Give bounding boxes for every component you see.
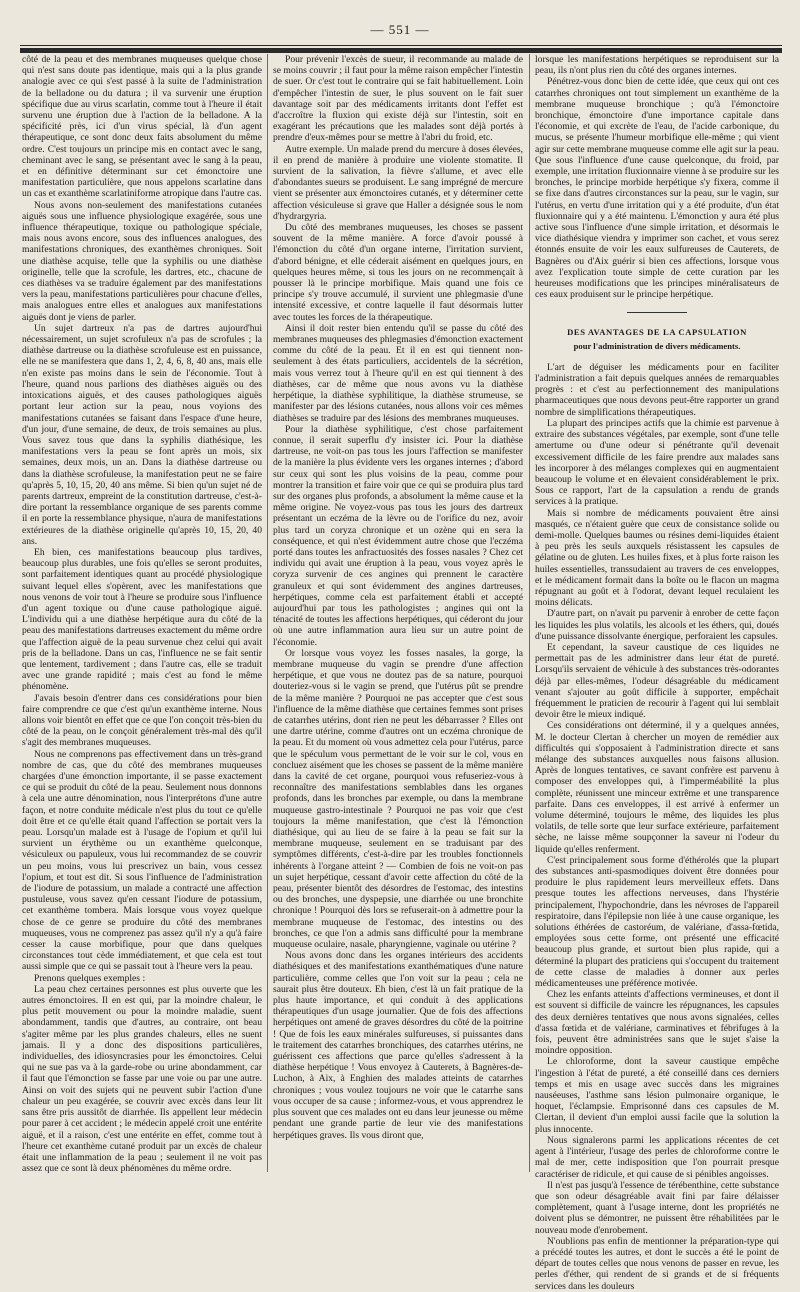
paragraph: Nous ne comprenons pas effectivement dans un très-grand nombre de cas, que du côté des membranes muqueuses chargées d'une émonction importante, il se passe exactement ce qui se produit du côté de la peau. Seulement nous donnons à cela une autre dénomination, nous l'interprétons d'une autre façon, et notre conduite médicale n'est plus du tout ce qu'elle doit être et ce qu'elle était quand l'affection se portait vers la peau. Lorsqu'un malade est à l'usage de l'opium et qu'il lui survient un érythème ou un exanthème quelconque, vésiculeux ou papuleux, vous lui recommandez de se couvrir un peu moins, vous lui prescrivez un bain, vous cessez l'opium, et tout est dit. Si sous l'influence de l'administration de l'iodure de potassium, un malade a contracté une affection pustuleuse, vous savez qu'en cessant l'iodure de potassium, cet exanthème tombera. Mais lorsque vous voyez quelque chose de ce genre se produire du côté des membranes muqueuses, vous ne comprenez pas assez qu'il n'y a qu'à faire cesser la cause morbifique, pour que dans quelques circonstances tout cède immédiatement, et que cela est tout aussi simple que ce qui se passait tout à l'heure vers la peau. — [22, 748, 262, 973]
paragraph: Pour la diathèse syphilitique, c'est chose parfaitement connue, il serait superflu d'y insister ici. Pour la diathèse dartreuse, ne voit-on pas tous les jours l'affection se manifester de la manière la plus évidente vers les organes internes ; d'abord sur ceux qui sont les plus voisins de la peau, comme pour montrer la transition et faire voir que ce qui se produira plus tard sur des organes plus profonds, a absolument la même cause et la même origine. Ne voyez-vous pas tous les jours des dartreux présentant un eczéma de la lèvre ou de l'orifice du nez, avoir plus tard un coryza chronique et un ozène qui en sera la conséquence, et qui n'est évidemment autre chose que l'eczéma porté dans toutes les anfractuosités des fosses nasales ? Chez cet individu qui avait une éruption à la peau, vous voyez après le coryza survenir de ces angines qui prennent le caractère granuleux et qui sont évidemment des angines dartreuses, herpétiques, comme cela est parfaitement établi et accepté aujourd'hui par tous les pathologistes ; angines qui ont la ténacité de toutes les affections herpétiques, qui céderont du jour où une autre inflammation aura lieu sur un autre point de l'économie. — [273, 423, 523, 648]
page-number: — 551 — — [370, 22, 430, 37]
header-rule — [20, 48, 782, 53]
middle-column — [273, 54, 523, 1174]
paragraph: D'autre part, on n'avait pu parvenir à enrober de cette façon les liquides les plus volatils, les alcools et les éthers, qui, doués d'une puissance dissolvante énergique, perforaient les capsules. — [535, 608, 779, 642]
paragraph: Mais si nombre de médicaments pouvaient être ainsi masqués, ce n'étaient guère que ceux de consistance solide ou demi-molle. Quelques baumes ou résines demi-liquides étaient à peu près les seuls auxquels résistassent les capsules de gélatine ou de gluten. Les huiles fixes, et à plus forte raison les huiles essentielles, transsudaient au travers de ces enveloppes, et le médicament formait dans la boîte ou le flacon un magma répugnant au goût et à l'odorat, devant lequel reculaient les moins délicats. — [535, 507, 779, 609]
page-header — [0, 6, 800, 50]
paragraph: Or lorsque vous voyez les fosses nasales, la gorge, la membrane muqueuse du vagin se prendre d'une affection herpétique, et que vous ne doutez pas de sa nature, pourquoi douteriez-vous si le vagin se prend, que l'utérus pût se prendre de la même manière ? Pourquoi ne pas accepter que c'est sous l'influence de la même diathèse que certaines femmes sont prises de catarrhes utérins, dont rien ne peut les débarrasser ? Elles ont une dartre utérine, comme d'autres ont un eczéma chronique de la peau. Et du moment où vous admettez cela pour l'utérus, parce que le spéculum vous permettant de le voir sur le col, vous en concluez aisément que les choses se passent de la même manière dans la cavité de cet organe, pourquoi vous refuseriez-vous à reconnaître des manifestations semblables dans les organes profonds, dans les bronches par exemple, ou dans la membrane muqueuse gastro-intestinale ? Pourquoi ne pas voir que c'est toujours la même manifestation, que c'est là l'émonction diathésique, qui au lieu de se faire à la peau se fait sur la membrane muqueuse, seulement en se traduisant par des symptômes différents, c'est-à-dire par les troubles fonctionnels inhérents à l'organe atteint ? — Combien de fois ne voit-on pas un sujet herpétique, cessant d'avoir cette affection du côté de la peau, présenter bientôt des désordres de l'estomac, des intestins ou des bronches, une dyspepsie, une diarrhée ou une bronchite chronique ! Pourquoi dès lors se refuserait-on à admettre pour la membrane muqueuse de l'estomac, des intestins ou des bronches, ce que l'on a admis sans difficulté pour la membrane muqueuse oculaire, nasale, pharyngienne, vaginale ou utérine ? — [273, 647, 523, 951]
paragraph: La plupart des principes actifs que la chimie est parvenue à extraire des substances végétales, par exemple, sont d'une telle amertume ou d'une odeur si pénétrante qu'il devenait excessivement difficile de les faire prendre aux malades sans les incorporer à des mélanges complexes qui en augmentaient beaucoup le volume et en élevaient considérablement le prix. Sous ce rapport, l'art de la capsulation a rendu de grands services à la pratique. — [535, 417, 779, 508]
paragraph: Prenons quelques exemples : — [34, 972, 146, 984]
paragraph: Nous avons donc dans les organes intérieurs des accidents diathésiques et des manifestations exanthématiques d'une nature particulière, comme celles que l'on voit sur la peau ; cela ne saurait plus être douteux. Eh bien, c'est là un fait pratique de la plus haute importance, et qui conduit à des applications thérapeutiques d'un usage journalier. Que de fois des affections herpétiques ont amené de graves désordres du côté de la poitrine ! Que de fois les eaux minérales sulfureuses, si puissantes dans le traitement des catarrhes bronchiques, des catarrhes utérins, ne guérissent ces affections que parce qu'elles s'adressent à la diathèse herpétique ! Vous envoyez à Cauterets, à Bagnères-de-Luchon, à Aix, à Enghien des malades atteints de catarrhes chroniques ; vous voulez toujours ne voir que le catarrhe sans vous occuper de sa cause ; informez-vous, et vous apprendrez le plus souvent que ces malades ont eu dans leur jeunesse ou même pendant une grande partie de leur vie des manifestations herpétiques graves. Ils vous diront que, — [273, 950, 523, 1141]
paragraph: Nous avons non-seulement des manifestations cutanées aiguës sous une influence physiologique exagérée, sous une influence thérapeutique, toxique ou pathologique spéciale, mais nous avons encore, sous des influences analogues, des manifestations chroniques, des exanthèmes chroniques. Soit une diathèse acquise, telle que la syphilis ou une diathèse originelle, telle que la scrofule, les dartres, etc., chacune de ces diathèses va se traduire également par des manifestations vers la peau, manifestations particulières pour chacune d'elles, mais analogues entre elles et analogues aux manifestations aiguës dont je viens de parler. — [22, 199, 262, 323]
paragraph: Pour prévenir l'excès de sueur, il recommande au malade de se moins couvrir ; il faut pour la même raison empêcher l'intestin de suer. Or c'est tout le contraire qui se fait habituellement. Loin d'empêcher l'intestin de suer, le plus souvent on le fait suer davantage soit par des médicaments irritants dont l'effet est d'accroître la fluxion qui existe déjà sur l'intestin, soit en exagérant les précautions que les malades sont déjà portés à prendre d'eux-mêmes pour se mettre à l'abri du froid, etc. — [273, 54, 523, 144]
section-subtitle: pour l'administration de divers médicaments. — [573, 340, 741, 351]
paragraph: L'art de déguiser les médicaments pour en faciliter l'administration a fait depuis quelques années de remarquables progrès : et c'est au perfectionnement des manipulations pharmaceutiques que nous devons peut-être rapporter un grand nombre de simplifications thérapeutiques. — [535, 361, 779, 418]
paragraph: Le chloroforme, dont la saveur caustique empêche l'ingestion à l'état de pureté, a été conseillé dans ces derniers temps et mis en usage avec succès dans les migraines nauséeuses, l'asthme sans lésion pulmonaire organique, le hoquet, l'éclampsie. Emprisonné dans ces capsules de M. Clertan, il devient d'un emploi aussi facile que la solution la plus innocente. — [535, 1056, 779, 1135]
right-column — [535, 54, 779, 1292]
paragraph: La peau chez certaines personnes est plus ouverte que les autres émonctoires. Il en est qui, par la moindre chaleur, le plus petit mouvement ou pour la moindre maladie, suent abondamment, tandis que d'autres, au contraire, ont beau s'agiter même par les plus grandes chaleurs, elles ne suent jamais. Il y a donc des dispositions particulières, individuelles, des idiosyncrasies pour les émonctoires. Celui qui ne sue pas va à la garde-robe ou urine abondamment, car il faut que l'émonction se fasse par une voie ou par une autre. Ainsi on voit des sujets qui ne peuvent subir l'action d'une chaleur un peu exagérée, se couvrir avec excès dans leur lit sans être pris aussitôt de diarrhée. Ils appellent leur médecin pour parer à cet accident ; le médecin appelé croit une entérite aiguë, et il a raison, c'est une entérite en effet, comme tout à l'heure cet exanthème cutané produit par un excès de chaleur était une inflammation de la peau ; seulement il ne voit pas assez que ce sont là deux phénomènes du même ordre. — [22, 983, 262, 1175]
paragraph: Du côté des membranes muqueuses, les choses se passent souvent de la même manière. A force d'avoir poussé à l'émonction du côté d'un organe interne, l'irritation survient, d'abord bénigne, et elle céderait aisément en quelques jours, en quelques heures même, si tous les jours on ne recommençait à pousser là le principe morbifique. Mais quand une fois ce principe s'y trouve accumulé, il survient une phlegmasie d'une intensité excessive, et contre laquelle il faut désormais lutter avec toutes les forces de la thérapeutique. — [273, 222, 523, 323]
paragraph: Chez les enfants atteints d'affections vermineuses, et dont il est souvent si difficile de vaincre les répugnances, les capsules des deux dernières tentatives que nous avons signalées, celles d'assa fœtida et de valériane, carminatives et fébrifuges à la fois, peuvent être administrées sans que le sujet s'aise la moindre opposition. — [535, 989, 779, 1057]
left-column — [22, 54, 262, 1174]
section-divider — [627, 312, 687, 313]
paragraph: Ces considérations ont déterminé, il y a quelques années, M. le docteur Clertan à chercher un moyen de remédier aux difficultés qui s'opposaient à l'administration directe et sans mélange des substances auxquelles nous faisons allusion. Après de longues tentatives, ce savant confrère est parvenu à composer des enveloppes qui, à l'imperméabilité la plus complète, réunissent une minceur extrême et une transparence parfaite. Dans ces enveloppes, il est arrivé à enfermer un volume déterminé, toujours le même, des liquides les plus volatils, de telle sorte que leur surface extérieure, parfaitement sèche, ne laisse même soupçonner la saveur ni l'odeur du liquide qu'elles renferment. — [535, 720, 779, 855]
paragraph: J'avais besoin d'entrer dans ces considérations pour bien faire comprendre ce que c'est qu'un exanthème interne. Nous allons voir bientôt en effet que ce que l'on conçoit très-bien du côté de la peau, on le conçoit généralement très-mal dès qu'il s'agit des membranes muqueuses. — [22, 692, 262, 749]
paragraph: côté de la peau et des membranes muqueuses quelque chose qui n'est sans doute pas identique, mais qui a la plus grande analogie avec ce qui s'est passé à la suite de l'administration de la belladone ou du datura ; il va survenir une éruption spécifique due au virus scarlatin, comme tout à l'heure il était survenu une éruption due à l'action de la belladone. A la spécificité près, ici d'un virus spécial, là d'un agent thérapeutique, ce sont donc deux faits absolument du même ordre. C'est toujours un principe mis en contact avec le sang, cheminant avec le sang, se présentant avec le sang à la peau, et en définitive déterminant sur cet émonctoire une manifestation particulière, que nous appelons scarlatine dans un cas et exanthème scarlatiniforme atropique dans l'autre cas. — [22, 54, 262, 200]
column-divider-left — [267, 54, 268, 1172]
paragraph: Pénétrez-vous donc bien de cette idée, que ceux qui ont ces catarrhes chroniques ont tout simplement un exanthème de la membrane muqueuse bronchique ; qu'à l'émonctoire bronchique, émonctoire d'une importance capitale dans l'économie, et qui excrète de l'eau, de l'acide carbonique, du mucus, se présente l'humeur morbifique elle-même ; qui vient agir sur cette membrane muqueuse comme elle agit sur la peau. Que sous l'influence d'une cause quelconque, du froid, par exemple, une irritation fluxionnaire vienne à se produire sur les bronches, le principe morbide herpétique s'y fixera, comme il se fixe dans d'autres circonstances sur la peau, sur le vagin, sur l'utérus, en vertu d'une irritation qui y a été produite, d'un état fluxionnaire qui y a été maintenu. L'émonction y aura été plus active sous l'influence d'une simple irritation, et désormais le vice diathésique viendra y imprimer son cachet, et vous serez étonnés ensuite de voir les eaux sulfureuses de Cauterets, de Bagnères ou d'Aix guérir si bien ces affections, lorsque vous avez l'explication toute simple de cette curation par les heureuses modifications que les principes minéralisateurs de ces eaux produisent sur le principe herpétique. — [535, 76, 779, 301]
column-divider-right — [529, 54, 530, 1172]
paragraph: Et cependant, la saveur caustique de ces liquides ne permettait pas de les administrer dans leur état de pureté. Lorsqu'ils servaient de véhicule à des substances très-odorantes déjà par elles-mêmes, l'odeur désagréable du médicament venant s'ajouter au goût difficile à supporter, empêchait fréquemment le praticien de recourir à l'agent qui lui semblait devoir être le mieux indiqué. — [535, 641, 779, 721]
paragraph: Autre exemple. Un malade prend du mercure à doses élevées, il en prend de manière à produire une violente stomatite. Il survient de la salivation, la fièvre s'allume, et avec elle d'abondantes sueurs se produisent. Le sang imprégné de mercure vient se présenter aux émonctoires cutanés, et y déterminer cette affection vésiculeuse si grave que Haller a désignée sous le nom d'hydrargyria. — [273, 143, 523, 222]
paragraph: Un sujet dartreux n'a pas de dartres aujourd'hui nécessairement, un sujet scrofuleux n'a pas de scrofules ; la diathèse dartreuse ou la diathèse scrofuleuse est en puissance, elle ne se manifestera que dans 1, 2, 4, 6, 8, 40 ans, mais elle n'en existe pas moins dans le sein de l'économie. Tout à l'heure, quand nous parlions des diathèses aiguës ou des intoxications aiguës, et des causes pathologiques aiguës portant leur action sur la peau, nous voyions des manifestations cutanées se faisant dans l'espace d'une heure, d'un jour, d'une semaine, de deux, de trois semaines au plus. Vous savez tous que dans la syphilis diathésique, les manifestations vers la peau se font après un mois, six semaines, deux mois, un an. Dans la diathèse dartreuse ou dans la diathèse scrofuleuse, la manifestation peut ne se faire qu'après 5, 10, 15, 20, 40 ans même. Si bien qu'un sujet né de parents dartreux, empreint de la constitution dartreuse, c'est-à-dire portant la ressemblance organique de ses parents comme il en porte la ressemblance physique, n'aura de manifestations extérieures de la diathèse originelle qu'après 10, 15, 20, 40 ans. — [22, 322, 262, 547]
paragraph: lorsque les manifestations herpétiques se reproduisent sur la peau, ils n'ont plus rien du côté des organes internes. — [535, 54, 779, 77]
paragraph: Nous signalerons parmi les applications récentes de cet agent à l'intérieur, l'usage des perles de chloroforme contre le mal de mer, cette indisposition que l'on pourrait presque caractériser de ridicule, et qui cause de si pénibles angoisses. — [535, 1134, 779, 1180]
paragraph: C'est principalement sous forme d'éthérolés que la plupart des substances anti-spasmodiques doivent être données pour produire le plus rapidement leurs merveilleux effets. Dans presque toutes les affections nerveuses, dans l'hystérie principalement, l'hypochondrie, dans les névroses de l'appareil respiratoire, dans l'épilepsie non liée à une cause organique, les solutions éthérées de castoréum, de valériane, d'assa-fœtida, employées sous cette forme, ont présenté une efficacité beaucoup plus grande, et surtout bien plus rapide, qui a déterminé la plupart des praticiens qui s'occupent du traitement de cette classe de maladies à donner aux perles médicamenteuses une préférence motivée. — [535, 854, 779, 990]
paragraph: N'oublions pas enfin de mentionner la préparation-type qui a précédé toutes les autres, et dont le succès a été le point de départ de toutes celles que nous venons de passer en revue, les perles d'éther, qui rendent de si grands et de si fréquents services dans les douleurs — [535, 1235, 779, 1292]
paragraph: Eh bien, ces manifestations beaucoup plus tardives, beaucoup plus durables, une fois qu'elles se seront produites, sont parfaitement identiques quant au procédé physiologique suivant lequel elles s'opèrent, avec les manifestations que nous venons de voir tout à l'heure se produire sous l'influence d'un agent toxique ou d'une cause pathologique aiguë. L'individu qui a une diathèse herpétique aura du côté de la peau des manifestations dartreuses exactement du même ordre que l'affection aiguë de la peau survenue chez celui qui avait pris de la belladone. Dans un cas, l'influence ne se fait sentir que lentement, tardivement ; dans l'autre cas, elle se traduit avec une grande rapidité ; mais c'est au fond le même phénomène. — [22, 546, 262, 693]
paragraph: Ainsi il doit rester bien entendu qu'il se passe du côté des membranes muqueuses des phlegmasies d'émonction exactement comme du côté de la peau. Et il en est qui tiennent non-seulement à des états particuliers, accidentels de la sécrétion, mais vous verrez tout à l'heure qu'il en est qui tiennent à des diathèses, car de même que nous avons vu la diathèse herpétique, la diathèse syphilitique, la diathèse strumeuse, se manifester par des lésions cutanées, nous allons voir ces mêmes diathèses se traduire par des lésions des membranes muqueuses. — [273, 322, 523, 424]
paragraph: Il n'est pas jusqu'à l'essence de térébenthine, cette substance que son odeur désagréable avait fini par faire délaisser complètement, quant à l'usage interne, dont les propriétés ne doivent plus se démontrer, ne puissent être réhabilitées par le nouveau mode d'enrobement. — [535, 1179, 779, 1236]
section-title: DES AVANTAGES DE LA CAPSULATION — [567, 327, 747, 338]
